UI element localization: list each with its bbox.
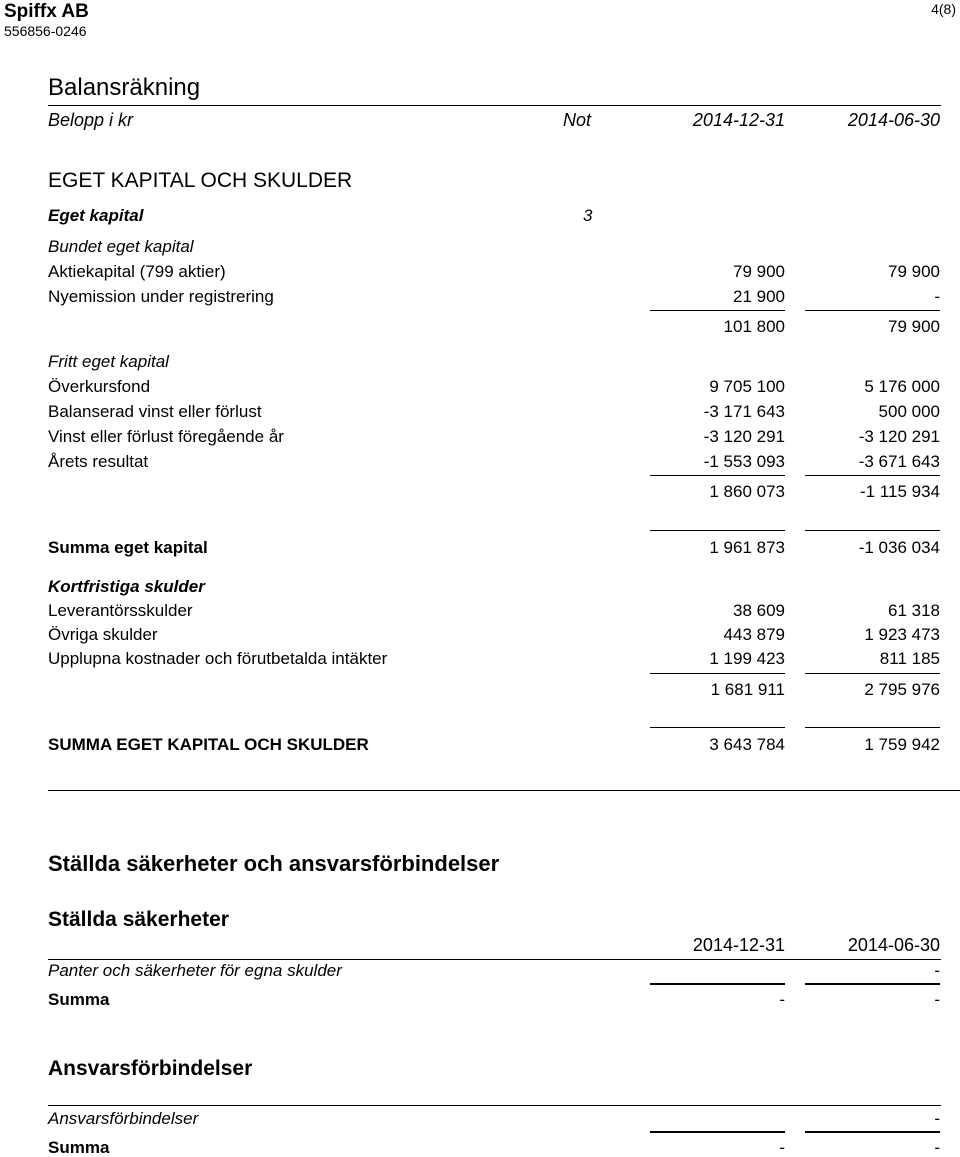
pledges-row-value-2: - <box>934 961 940 980</box>
row-value-2: - <box>934 287 940 306</box>
free-equity-heading: Fritt eget kapital <box>48 352 169 371</box>
pledges-total-value-2: - <box>934 990 940 1009</box>
row-value-1: 38 609 <box>733 601 785 620</box>
total-rule <box>650 530 785 531</box>
pledges-total-value-1: - <box>779 990 785 1009</box>
contingent-total-value-2: - <box>934 1138 940 1157</box>
row-value-1: 443 879 <box>723 625 785 644</box>
row-label: Balanserad vinst eller förlust <box>48 402 262 421</box>
column-header-date-2: 2014-06-30 <box>847 110 940 130</box>
total-rule <box>805 530 940 531</box>
column-header-date-1: 2014-12-31 <box>692 110 785 130</box>
row-value-2: 5 176 000 <box>864 377 940 396</box>
pledges-row-label: Panter och säkerheter för egna skulder <box>48 961 342 980</box>
row-value-1: -1 553 093 <box>703 452 785 471</box>
subtotal-value-1: 1 860 073 <box>709 482 785 501</box>
column-header-note: Not <box>563 110 592 130</box>
subtotal-value-1: 101 800 <box>723 317 785 336</box>
subtotal-rule <box>650 310 785 311</box>
page-number: 4(8) <box>931 1 956 17</box>
subtotal-rule <box>650 475 785 476</box>
subtotal-rule <box>650 673 785 674</box>
subtotal-rule <box>805 310 940 311</box>
subtotal-value-2: 2 795 976 <box>864 680 940 699</box>
row-label: Överkursfond <box>48 377 151 396</box>
subtotal-value-2: 79 900 <box>888 317 940 336</box>
grand-total-value-1: 3 643 784 <box>709 735 785 754</box>
row-label: Övriga skulder <box>48 625 158 644</box>
row-label: Aktiekapital (799 aktier) <box>48 262 226 281</box>
subtotal-value-2: -1 115 934 <box>859 482 940 501</box>
total-rule <box>805 727 940 728</box>
section-divider <box>48 790 960 791</box>
equity-total-label: Summa eget kapital <box>48 538 208 557</box>
contingent-total-label: Summa <box>48 1138 110 1157</box>
company-name: Spiffx AB <box>4 1 89 22</box>
pledges-section-title: Ställda säkerheter och ansvarsförbindelser <box>48 851 500 876</box>
liabilities-heading: Kortfristiga skulder <box>48 577 205 596</box>
total-rule <box>805 1131 940 1133</box>
row-value-1: -3 171 643 <box>703 402 785 421</box>
row-value-1: 21 900 <box>733 287 785 306</box>
restricted-equity-heading: Bundet eget kapital <box>48 237 194 256</box>
row-value-1: -3 120 291 <box>703 427 785 446</box>
grand-total-label: SUMMA EGET KAPITAL OCH SKULDER <box>48 735 369 754</box>
equity-note-ref: 3 <box>583 206 593 225</box>
subtotal-value-1: 1 681 911 <box>710 680 785 699</box>
row-value-2: 61 318 <box>888 601 940 620</box>
column-header-label: Belopp i kr <box>48 110 134 130</box>
row-value-1: 79 900 <box>733 262 785 281</box>
grand-total-value-2: 1 759 942 <box>864 735 940 754</box>
equity-total-value-1: 1 961 873 <box>709 538 785 557</box>
equity-heading: Eget kapital <box>48 206 144 225</box>
pledges-column-date-2: 2014-06-30 <box>847 935 940 955</box>
pledges-column-date-1: 2014-12-31 <box>692 935 785 955</box>
contingent-total-value-1: - <box>779 1138 785 1157</box>
row-value-2: 500 000 <box>878 402 940 421</box>
total-rule <box>650 983 785 985</box>
contingent-row-value-2: - <box>934 1109 940 1128</box>
row-value-2: 1 923 473 <box>864 625 940 644</box>
row-label: Upplupna kostnader och förutbetalda intäkter <box>48 649 388 668</box>
row-label: Vinst eller förlust föregående år <box>48 427 284 446</box>
section-title: EGET KAPITAL OCH SKULDER <box>48 169 353 192</box>
title-rule <box>48 105 941 106</box>
total-rule <box>650 727 785 728</box>
row-value-2: -3 671 643 <box>858 452 940 471</box>
row-value-1: 1 199 423 <box>709 649 785 668</box>
total-rule <box>650 1131 785 1133</box>
page-title: Balansräkning <box>48 74 201 101</box>
pledges-heading: Ställda säkerheter <box>48 908 229 931</box>
pledges-total-label: Summa <box>48 990 110 1009</box>
row-value-2: -3 120 291 <box>858 427 940 446</box>
total-rule <box>805 983 940 985</box>
subtotal-rule <box>805 673 940 674</box>
row-label: Leverantörsskulder <box>48 601 193 620</box>
contingent-heading: Ansvarsförbindelser <box>48 1057 253 1080</box>
row-value-1: 9 705 100 <box>709 377 785 396</box>
contingent-row-label: Ansvarsförbindelser <box>48 1109 199 1128</box>
row-value-2: 79 900 <box>888 262 940 281</box>
equity-total-value-2: -1 036 034 <box>858 538 940 557</box>
org-number: 556856-0246 <box>4 23 87 39</box>
subtotal-rule <box>805 475 940 476</box>
row-label: Årets resultat <box>48 452 149 471</box>
row-label: Nyemission under registrering <box>48 287 274 306</box>
contingent-header-rule <box>48 1105 941 1106</box>
row-value-2: 811 185 <box>879 649 940 668</box>
pledges-header-rule <box>48 959 941 960</box>
